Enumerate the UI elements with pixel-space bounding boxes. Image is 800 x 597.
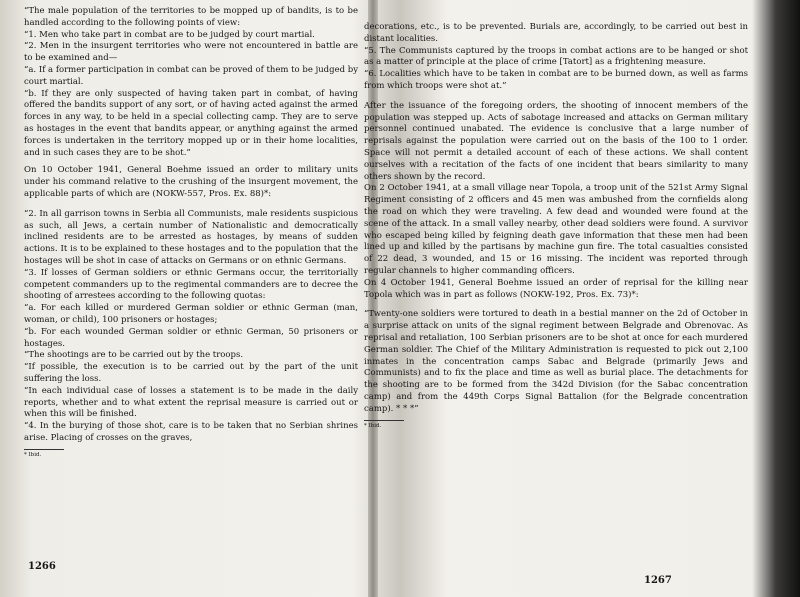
footnote: * Ibid. xyxy=(364,422,382,429)
footnote: * Ibid. xyxy=(24,451,42,458)
paragraph: On 4 October 1941, General Boehme issued an order of reprisal for the killing near Topola which was in part as follows (NOKW-192, Pros. Ex. 73)*: xyxy=(364,277,748,300)
page-number: 1267 xyxy=(644,575,672,586)
left-page xyxy=(24,0,358,597)
footnote-rule xyxy=(364,420,404,421)
paragraph: “4. In the burying of those shot, care is to be taken that no Serbian shrines arise. Placing of crosses on the graves, xyxy=(24,421,358,443)
paragraph: “1. Men who take part in combat are to be judged by court martial. xyxy=(24,29,315,40)
paragraph: “a. For each killed or murdered German soldier or ethnic German (man, woman, or child), 100 prisoners or hostages; xyxy=(24,303,358,325)
right-page xyxy=(364,0,748,597)
right-page-text xyxy=(364,22,748,430)
paragraph: “In each individual case of losses a statement is to be made in the daily reports, whether and to what extent the reprisal measure is carried out or when this will be finished. xyxy=(24,385,358,420)
paragraph: decorations, etc., is to be prevented. Burials are, accordingly, to be carried out best in distant localities. xyxy=(364,22,748,44)
paragraph: “Twenty-one soldiers were tortured to death in a bestial manner on the 2d of October in a surprise attack on units of the signal regiment between Belgrade and Obrenovac. As reprisal and retaliation, 100 Serbian prisoners are to be shot at once for each murdered German soldier. The Chief of the Military Administration is requested to pick out 2,100 inmates in the concentration camps Sabac and Belgrade (primarily Jews and Communists) and to fix the place and time as well as burial place. The detachments for the shooting are to be formed from the 342d Division (for the Sabac concentration camp) and from the 449th Corps Signal Battalion (for the Belgrade concentration camp). * * *” xyxy=(364,309,748,414)
paragraph: “6. Localities which have to be taken in combat are to be burned down, as well as farms from which troops were shot at.” xyxy=(364,69,748,91)
footnote-rule xyxy=(24,449,64,450)
paragraph: “5. The Communists captured by the troops in combat actions are to be hanged or shot as a matter of principle at the place of crime [Tatort] as a frightening measure. xyxy=(364,45,748,68)
paragraph: After the issuance of the foregoing orders, the shooting of innocent members of the population was stepped up. Acts of sabotage increased and attacks on German military personnel continued unabated. The evidence is conclusive that a large number of reprisals against the population were carried out on the basis of the 100 to 1 order. Space will not permit a detailed account of each of these actions. We shall content ourselves with a recitation of the facts of one incident that bears similarity to many others shown by the record. xyxy=(364,100,748,182)
paragraph: On 2 October 1941, at a small village near Topola, a troop unit of the 521st Army Signal Regiment consisting of 2 officers and 45 men was ambushed from the cornfields along the road on which they were traveling. A few dead and wounded were found at the scene of the attack. In a small valley nearby, other dead soldiers were found. A survivor who escaped being killed by feigning death gave information that these men had been lined up and killed by the partisans by machine gun fire. The total casualties consisted of 22 dead, 3 wounded, and 15 or 16 missing. The incident was reported through regular channels to higher commanding officers. xyxy=(364,183,748,276)
paragraph: “If possible, the execution is to be carried out by the part of the unit suffering the loss. xyxy=(24,362,358,384)
left-page-text xyxy=(24,6,358,459)
paragraph: “a. If a former participation in combat can be proved of them to be judged by court martial. xyxy=(24,64,358,87)
paragraph: “2. Men in the insurgent territories who were not encountered in battle are to be examined and— xyxy=(24,41,358,64)
paragraph: “b. For each wounded German soldier or ethnic German, 50 prisoners or hostages. xyxy=(24,326,358,349)
paragraph: “2. In all garrison towns in Serbia all Communists, male residents suspicious as such, all Jews, a certain number of Nationalistic and democratically inclined residents are to be arrested as hostages, by means of sudden actions. It is to be explained to these hostages and to the population that the hostages will be shot in case of attacks on Germans or on ethnic Germans. xyxy=(24,208,358,266)
paragraph: On 10 October 1941, General Boehme issued an order to military units under his command relative to the crushing of the insurgent movement, the applicable parts of which are (NOKW-557, Pros. Ex. 88)*: xyxy=(24,165,358,199)
paragraph: “The male population of the territories to be mopped up of bandits, is to be handled according to the following points of view: xyxy=(24,6,358,28)
paragraph: “b. If they are only suspected of having taken part in combat, of having offered the bandits support of any sort, or of having acted against the armed forces in any way, to be held in a special collecting camp. They are to serve as hostages in the event that bandits appear, or anything against the armed forces is undertaken in the territory mopped up or in their home localities, and in such cases they are to be shot.” xyxy=(24,88,358,158)
paragraph: “The shootings are to be carried out by the troops. xyxy=(24,350,244,361)
page-number: 1266 xyxy=(28,561,56,572)
paragraph: “3. If losses of German soldiers or ethnic Germans occur, the territorially competent commanders up to the regimental commanders are to decree the shooting of arrestees according to the following quotas: xyxy=(24,267,358,302)
